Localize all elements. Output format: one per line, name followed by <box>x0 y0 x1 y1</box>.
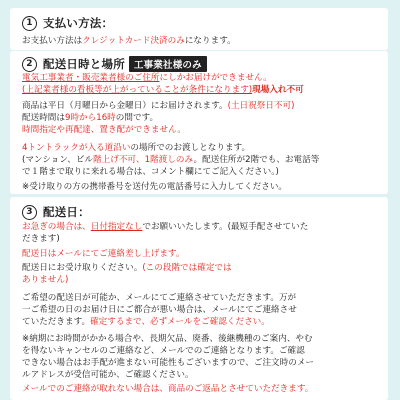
receive-notice-cont: ありません) <box>22 275 69 285</box>
section-number-badge: 3 <box>22 205 37 220</box>
text-segment: 。配送住所が2階でも、お電話等 <box>193 155 320 165</box>
highlight-text: 電気工事業者・販売業者様のご住所 <box>22 73 160 83</box>
confirmation-line-1: ご希望の配送日が可能か、メールにてご連絡させていただきます。万が <box>22 293 297 303</box>
highlight-text: 9時から16時 <box>64 113 116 123</box>
lead-time-line-2: を得ないキャンセルのご連絡など、メールでのご連絡となります。ご確認 <box>22 346 305 356</box>
contractor-only-tag: 工事業社様のみ <box>129 56 207 72</box>
ground-floor-notice <box>22 154 380 166</box>
section-title: 配送日： <box>43 205 90 219</box>
section-number-badge: 2 <box>22 57 37 72</box>
signboard-notice <box>22 84 380 96</box>
highlight-text: (この段階では確定では <box>142 263 232 273</box>
lead-time-line-1: ※納期にお時間がかかる場合や、長期欠品、廃番、後継機種のご案内、やむ <box>22 334 313 344</box>
urgent-notice-cont: だきます) <box>22 234 60 244</box>
text-segment: お支払い方法は <box>22 36 83 46</box>
section-header-payment <box>22 15 113 31</box>
section-header-delivery <box>22 56 207 72</box>
highlight-text: 日付指定なし <box>90 222 143 232</box>
text-segment: 配送日にお受け取りください。 <box>22 263 143 273</box>
truck-access-notice <box>22 142 380 154</box>
weekday-notice <box>22 100 380 112</box>
text-segment: の場所でのお渡しとなります。 <box>130 143 251 153</box>
confirmation-line-3 <box>22 316 380 328</box>
text-segment: になります。 <box>184 36 236 46</box>
no-redelivery-notice: 時間指定や再配達、置き配ができません。 <box>22 125 186 135</box>
section-header-date <box>22 204 90 220</box>
return-notice: メールでのご連絡が取れない場合は、商品のご返品とさせていただきます。 <box>22 384 314 394</box>
text-segment: 配送時間は <box>22 113 65 123</box>
delivery-location-card <box>10 51 388 194</box>
time-window-notice <box>22 112 380 124</box>
urgent-notice <box>22 221 380 233</box>
lead-time-line-4: ルアドレスが受信可能か、ご確認ください。 <box>22 370 194 380</box>
highlight-text: (土日祝祭日不可) <box>227 101 295 111</box>
receive-notice <box>22 262 380 274</box>
highlight-text: 現場入れ不可 <box>252 85 304 95</box>
section-number-badge: 1 <box>22 16 37 31</box>
highlight-text: にしかお届けができません。 <box>159 73 272 83</box>
payment-method-card <box>10 8 388 50</box>
highlight-text: お急ぎの場合は、 <box>22 222 91 232</box>
section-title: 支払い方法： <box>43 16 114 30</box>
text-segment: でお願いいたします。(最短手配させていた <box>142 222 309 232</box>
phone-number-notice: ※受け取りの方の携帯番号を送付先の電話番号に入力してください。 <box>22 182 288 192</box>
lead-time-line-3: できない場合はお手配が進まない可能性もございますので、ご注文時のメー <box>22 358 315 368</box>
ground-floor-notice-cont: で１階まで取りに来れる場合は、コメント欄にてご記入ください。) <box>22 167 279 177</box>
highlight-text: (上記業者様の看板等が上がっていることが条件になります) <box>22 85 253 95</box>
delivery-date-card <box>10 197 388 400</box>
highlight-text: 4トントラックが入る道沿い <box>22 143 131 153</box>
address-notice <box>22 72 380 84</box>
email-contact-notice: 配送日はメールにてご連絡差し上げます。 <box>22 249 185 259</box>
text-segment: の間です。 <box>115 113 159 123</box>
payment-text <box>22 35 380 47</box>
highlight-text: 確定するまで、必ずメールをご確認ください。 <box>90 317 270 327</box>
text-segment: 商品は平日（月曜日から金曜日）にお届けされます。 <box>22 101 228 111</box>
highlight-text: 階上げ不可、1階渡しのみ <box>93 155 194 165</box>
confirmation-line-2: 一ご希望の日のお届け日にご都合が悪い場合は、メールにてご連絡させ <box>22 305 297 315</box>
highlight-text: クレジットカード決済のみ <box>82 36 185 46</box>
text-segment: (マンション、ビル <box>22 155 94 165</box>
text-segment: ていただきます。 <box>22 317 91 327</box>
section-title: 配送日時と場所 <box>43 57 125 71</box>
